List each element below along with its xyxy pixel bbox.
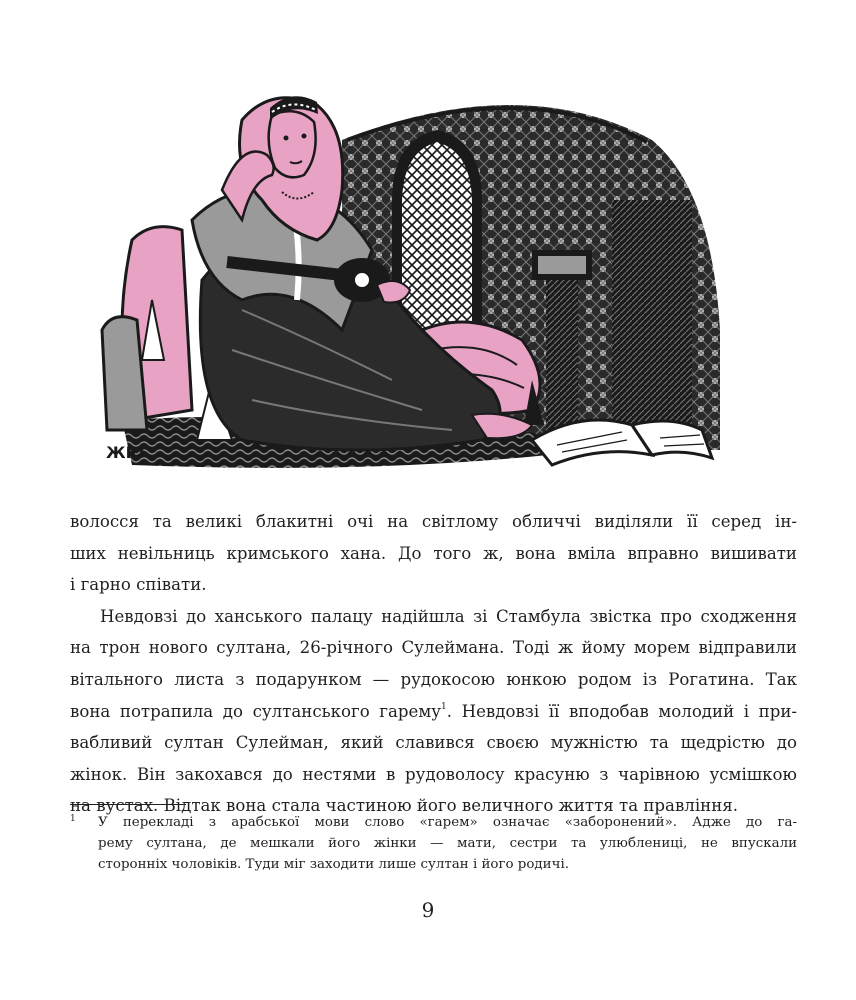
text-line: вітального листа з подарунком — рудокосою юнкою родом із Рогатина. Так	[70, 669, 797, 689]
text-line: і гарно співати.	[70, 575, 207, 595]
footnote-reference[interactable]: 1	[441, 701, 447, 712]
artist-signature: ЖЮ	[106, 443, 145, 462]
footnote	[70, 812, 797, 875]
footnote-mark: 1	[70, 814, 76, 824]
text-line: Невдовзі до ханського палацу надійшла зі Стамбула звістка про сходження	[100, 606, 797, 626]
text-line: волосся та великі блакитні очі на світлому обличчі виділяли її серед ін-	[70, 512, 797, 531]
footnote-line: рему султана, де мешкали його жінки — мати, сестри та улюблениці, не впускали	[98, 836, 797, 851]
text-line: жінок. Він закохався до нестями в рудоволосу красуню з чарівною усмішкою	[70, 764, 797, 784]
text-line	[70, 696, 797, 728]
text-line: на вустах. Відтак вона стала частиною його величного життя та правління.	[70, 796, 739, 816]
open-book	[532, 420, 712, 465]
illustration	[92, 80, 724, 480]
page-number: 9	[421, 898, 435, 922]
text-line: ших невільниць кримського хана. До того ж, вона вміла вправно вишивати	[70, 543, 797, 563]
footnote-line: У перекладі з арабської мови слово «гарем» означає «заборонений». Адже до га-	[98, 815, 797, 830]
text-line: вабливий султан Сулейман, який славився своєю мужністю та щедрістю до	[70, 733, 797, 753]
footnote-divider	[70, 804, 186, 805]
text-segment: вона потрапила до султанського гарему	[70, 701, 441, 721]
main-text	[70, 506, 797, 822]
text-line: на трон нового султана, 26-річного Сулеймана. Тоді ж йому морем відправили	[70, 638, 797, 658]
text-segment: . Невдовзі її вподобав молодий і при-	[446, 701, 797, 721]
footnote-line: сторонніх чоловіків. Туди міг заходити лише султан і його родичі.	[98, 857, 569, 872]
